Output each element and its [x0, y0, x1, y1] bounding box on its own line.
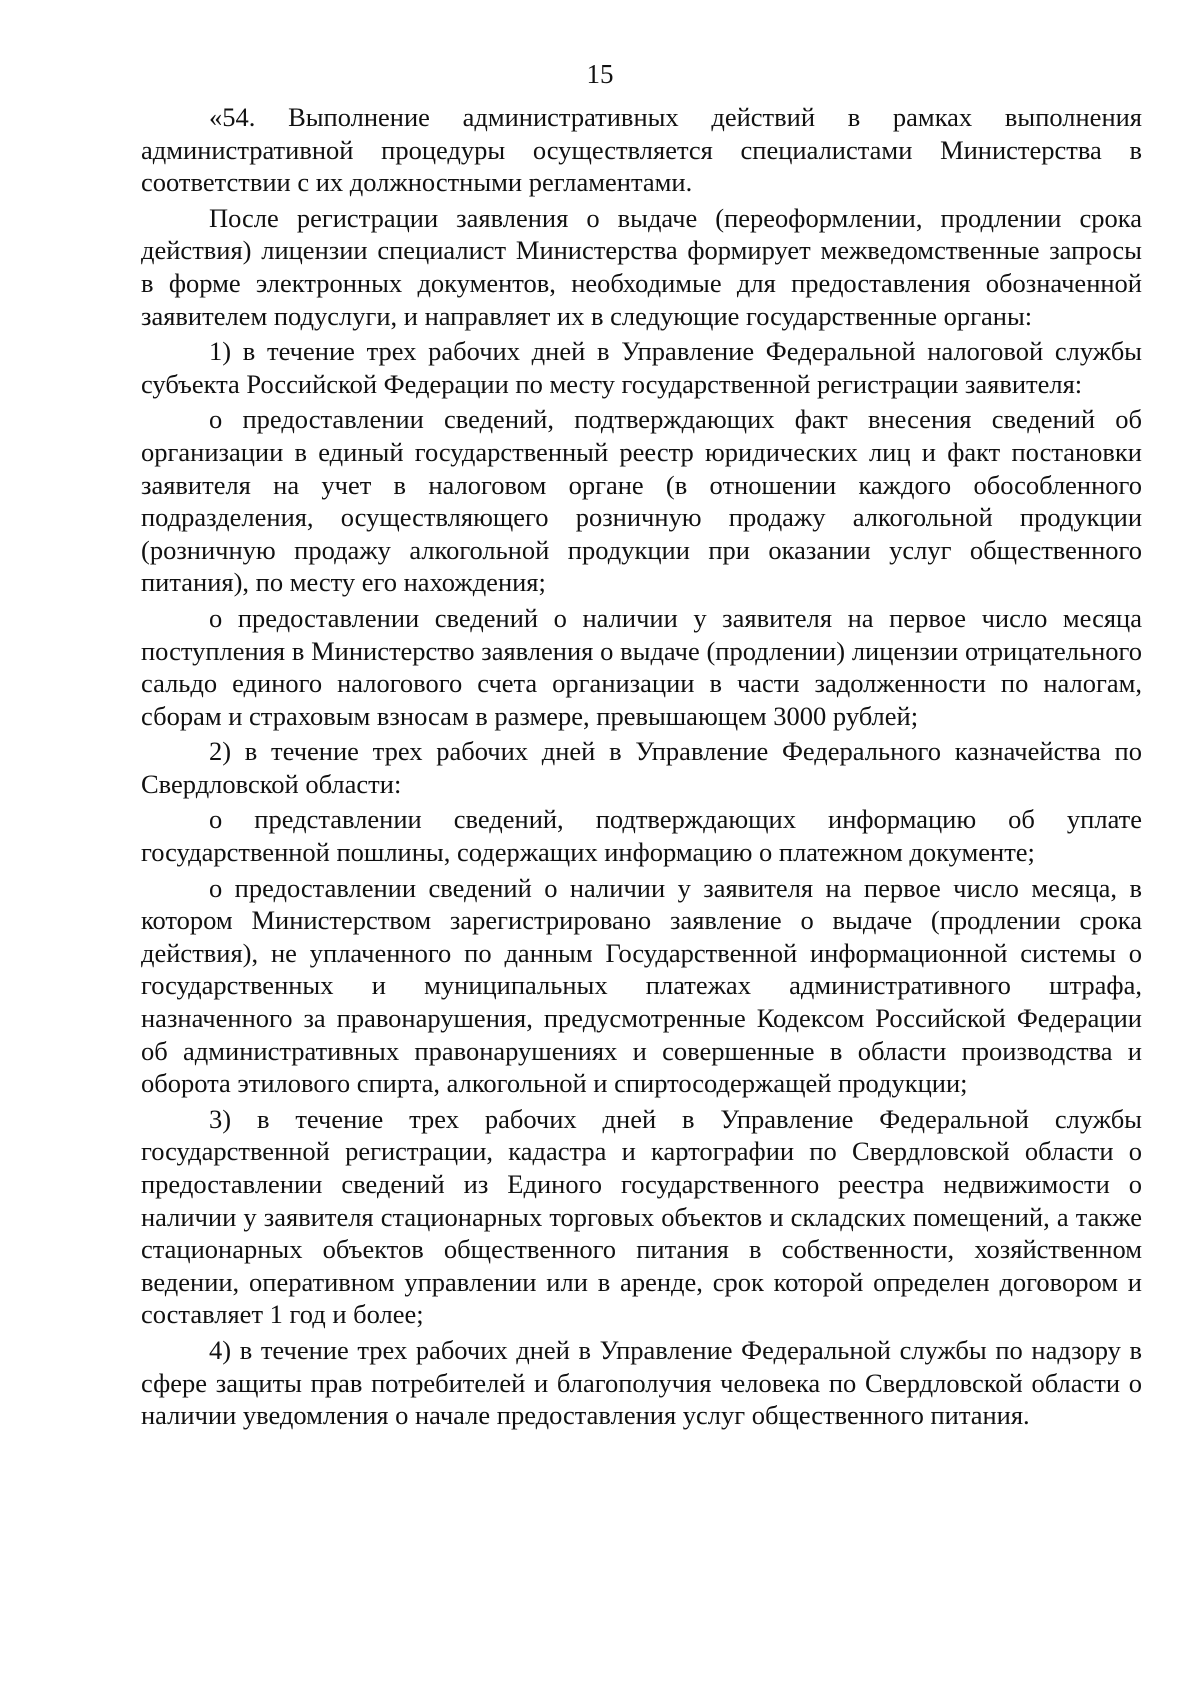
subitem-unpaid-fine: о предоставлении сведений о наличии у заявителя на первое число месяца, в котором Министерством зарегистрировано заявление о выдаче (продлении срока действия), не уплаченного по данным Государственной информационной системы о государственных и муниципальных платежах административного штрафа, назначенного за правонарушения, предусмотренные Кодексом Российской Федерации об административных правонарушениях и совершенные в области производства и оборота этилового спирта, алкогольной и спиртосодержащей продукции;	[141, 872, 1142, 1099]
paragraph-interagency-requests: После регистрации заявления о выдаче (переоформлении, продлении срока действия) лицензии специалист Министерства формирует межведомственные запросы в форме электронных документов, необходимые для предоставления обозначенной заявителем подуслуги, и направляет их в следующие государственные органы:	[141, 202, 1142, 331]
subitem-negative-balance: о предоставлении сведений о наличии у заявителя на первое число месяца поступления в Министерство заявления о выдаче (продлении) лицензии отрицательного сальдо единого налогового счета организации в части задолженности по налогам, сборам и страховым взносам в размере, превышающем 3000 рублей;	[141, 602, 1142, 731]
subitem-state-duty: о представлении сведений, подтверждающих информацию об уплате государственной пошлины, содержащих информацию о платежном документе;	[141, 804, 1142, 868]
document-body	[141, 101, 1142, 1432]
list-item-1-tax-service: 1) в течение трех рабочих дней в Управление Федеральной налоговой службы субъекта Российской Федерации по месту государственной регистрации заявителя:	[141, 336, 1142, 399]
page-number: 15	[586, 59, 614, 89]
list-item-2-treasury: 2) в течение трех рабочих дней в Управление Федерального казначейства по Свердловской области:	[141, 736, 1142, 799]
subitem-egrul-info: о предоставлении сведений, подтверждающих факт внесения сведений об организации в единый государственный реестр юридических лиц и факт постановки заявителя на учет в налоговом органе (в отношении каждого обособленного подразделения, осуществляющего розничную продажу алкогольной продукции (розничную продажу алкогольной продукции при оказании услуг общественного питания), по месту его нахождения;	[141, 404, 1142, 598]
paragraph-item-54: «54. Выполнение административных действий в рамках выполнения административной процедуры осуществляется специалистами Министерства в соответствии с их должностными регламентами.	[141, 102, 1142, 198]
list-item-3-rosreestr: 3) в течение трех рабочих дней в Управление Федеральной службы государственной регистрации, кадастра и картографии по Свердловской области о предоставлении сведений из Единого государственного реестра недвижимости о наличии у заявителя стационарных торговых объектов и складских помещений, а также стационарных объектов общественного питания в собственности, хозяйственном ведении, оперативном управлении или в аренде, срок которой определен договором и составляет 1 год и более;	[141, 1103, 1142, 1330]
list-item-4-rospotrebnadzor: 4) в течение трех рабочих дней в Управление Федеральной службы по надзору в сфере защиты прав потребителей и благополучия человека по Свердловской области о наличии уведомления о начале предоставления услуг общественного питания.	[141, 1334, 1142, 1431]
